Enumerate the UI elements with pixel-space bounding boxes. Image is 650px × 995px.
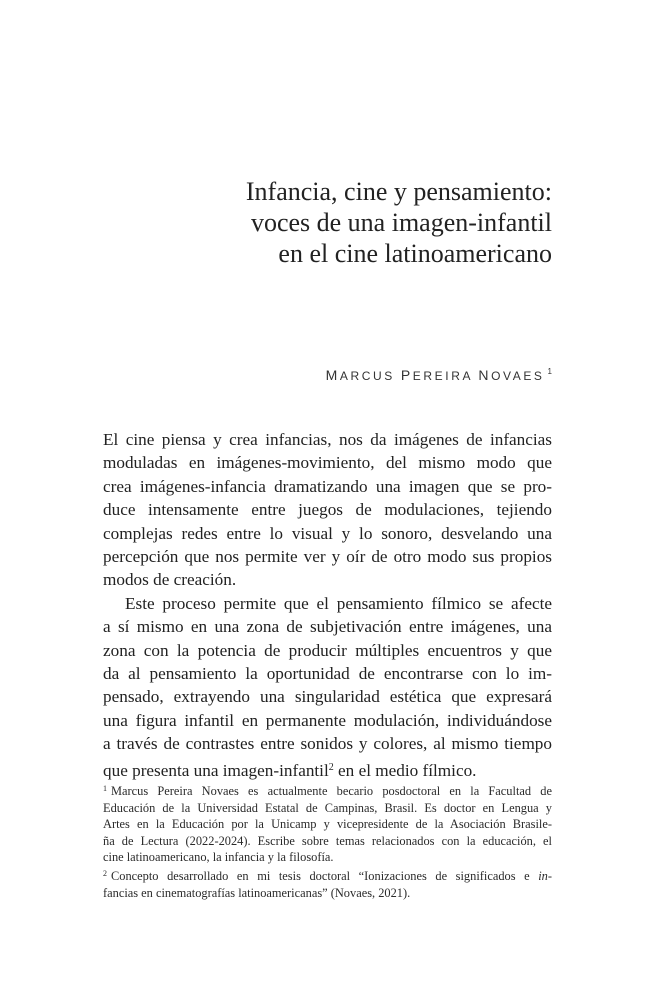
paragraph-2	[103, 592, 552, 782]
text-line: moduladas en imágenes-movimiento, del mismo modo que	[103, 453, 552, 473]
footnote-2	[103, 866, 552, 901]
author-byline	[326, 367, 552, 383]
text-segment: que presenta una imagen-infantil	[103, 760, 329, 780]
text-line: crea imágenes-infancia dramatizando una imagen que se pro-	[103, 476, 552, 496]
text-line: El cine piensa y crea infancias, nos da imágenes de infancias	[103, 430, 552, 449]
footnote-italic-text: in-	[538, 868, 552, 883]
text-line: a sí mismo en una zona de subjetivación entre imágenes, una	[103, 617, 552, 637]
chapter-title-line-2: voces de una imagen-infantil	[250, 208, 552, 237]
chapter-title-line-1: Infancia, cine y pensamiento:	[245, 177, 552, 206]
footnote-line: cine latinoamericano, la infancia y la filosofía.	[103, 850, 334, 865]
text-line: a través de contrastes entre sonidos y colores, al mismo tiempo	[103, 734, 552, 754]
text-segment: en el medio fílmico.	[333, 760, 477, 780]
text-line: complejas redes entre lo visual y lo sonoro, desvelando una	[103, 523, 552, 543]
text-line: pensado, extrayendo una singularidad estética que expresará	[103, 687, 552, 707]
text-line: duce intensamente entre juegos de modulaciones, tejiendo	[103, 500, 552, 520]
footnote-line	[103, 781, 552, 800]
footnote-line: Artes en la Educación por la Unicamp y vicepresidente de la Asociación Brasile-	[103, 817, 552, 832]
paragraph-1	[103, 428, 552, 592]
footnote-1	[103, 781, 552, 866]
footnote-number: 2	[103, 868, 107, 878]
footnote-number: 1	[103, 784, 107, 793]
footnote-ref-2[interactable]: 2	[328, 761, 334, 773]
footnote-text: Concepto desarrollado en mi tesis doctoral “Ionizaciones de significados e	[111, 868, 539, 883]
text-line: Este proceso permite que el pensamiento fílmico se afecte	[125, 593, 552, 613]
chapter-title-line-3: en el cine latinoamericano	[278, 239, 552, 268]
footnote-line	[103, 866, 552, 885]
footnote-text: Marcus Pereira Novaes es actualmente becario posdoctoral en la Facultad de	[111, 784, 552, 798]
footnote-line: Educación de la Universidad Estatal de Campinas, Brasil. Es doctor en Lengua y	[103, 800, 552, 815]
author-footnote-ref[interactable]: 1	[547, 367, 552, 376]
footnote-line: fancias en cinematografías latinoamericanas” (Novaes, 2021).	[103, 885, 411, 900]
text-line: zona con la potencia de producir múltiples encuentros y que	[103, 640, 552, 660]
body-text	[103, 428, 552, 782]
author-name: MARCUS PEREIRA NOVAES	[325, 367, 545, 383]
text-line: una figura infantil en permanente modulación, individuándose	[103, 710, 552, 730]
chapter-title	[246, 176, 552, 269]
footnotes	[103, 781, 552, 901]
text-line: da al pensamiento la oportunidad de encontrarse con lo im-	[103, 664, 552, 684]
text-line: modos de creación.	[103, 570, 237, 590]
text-line	[103, 756, 552, 782]
footnote-line: ña de Lectura (2022-2024). Escribe sobre temas relacionados con la educación, el	[103, 833, 552, 848]
text-line: percepción que nos permite ver y oír de otro modo sus propios	[103, 547, 552, 567]
